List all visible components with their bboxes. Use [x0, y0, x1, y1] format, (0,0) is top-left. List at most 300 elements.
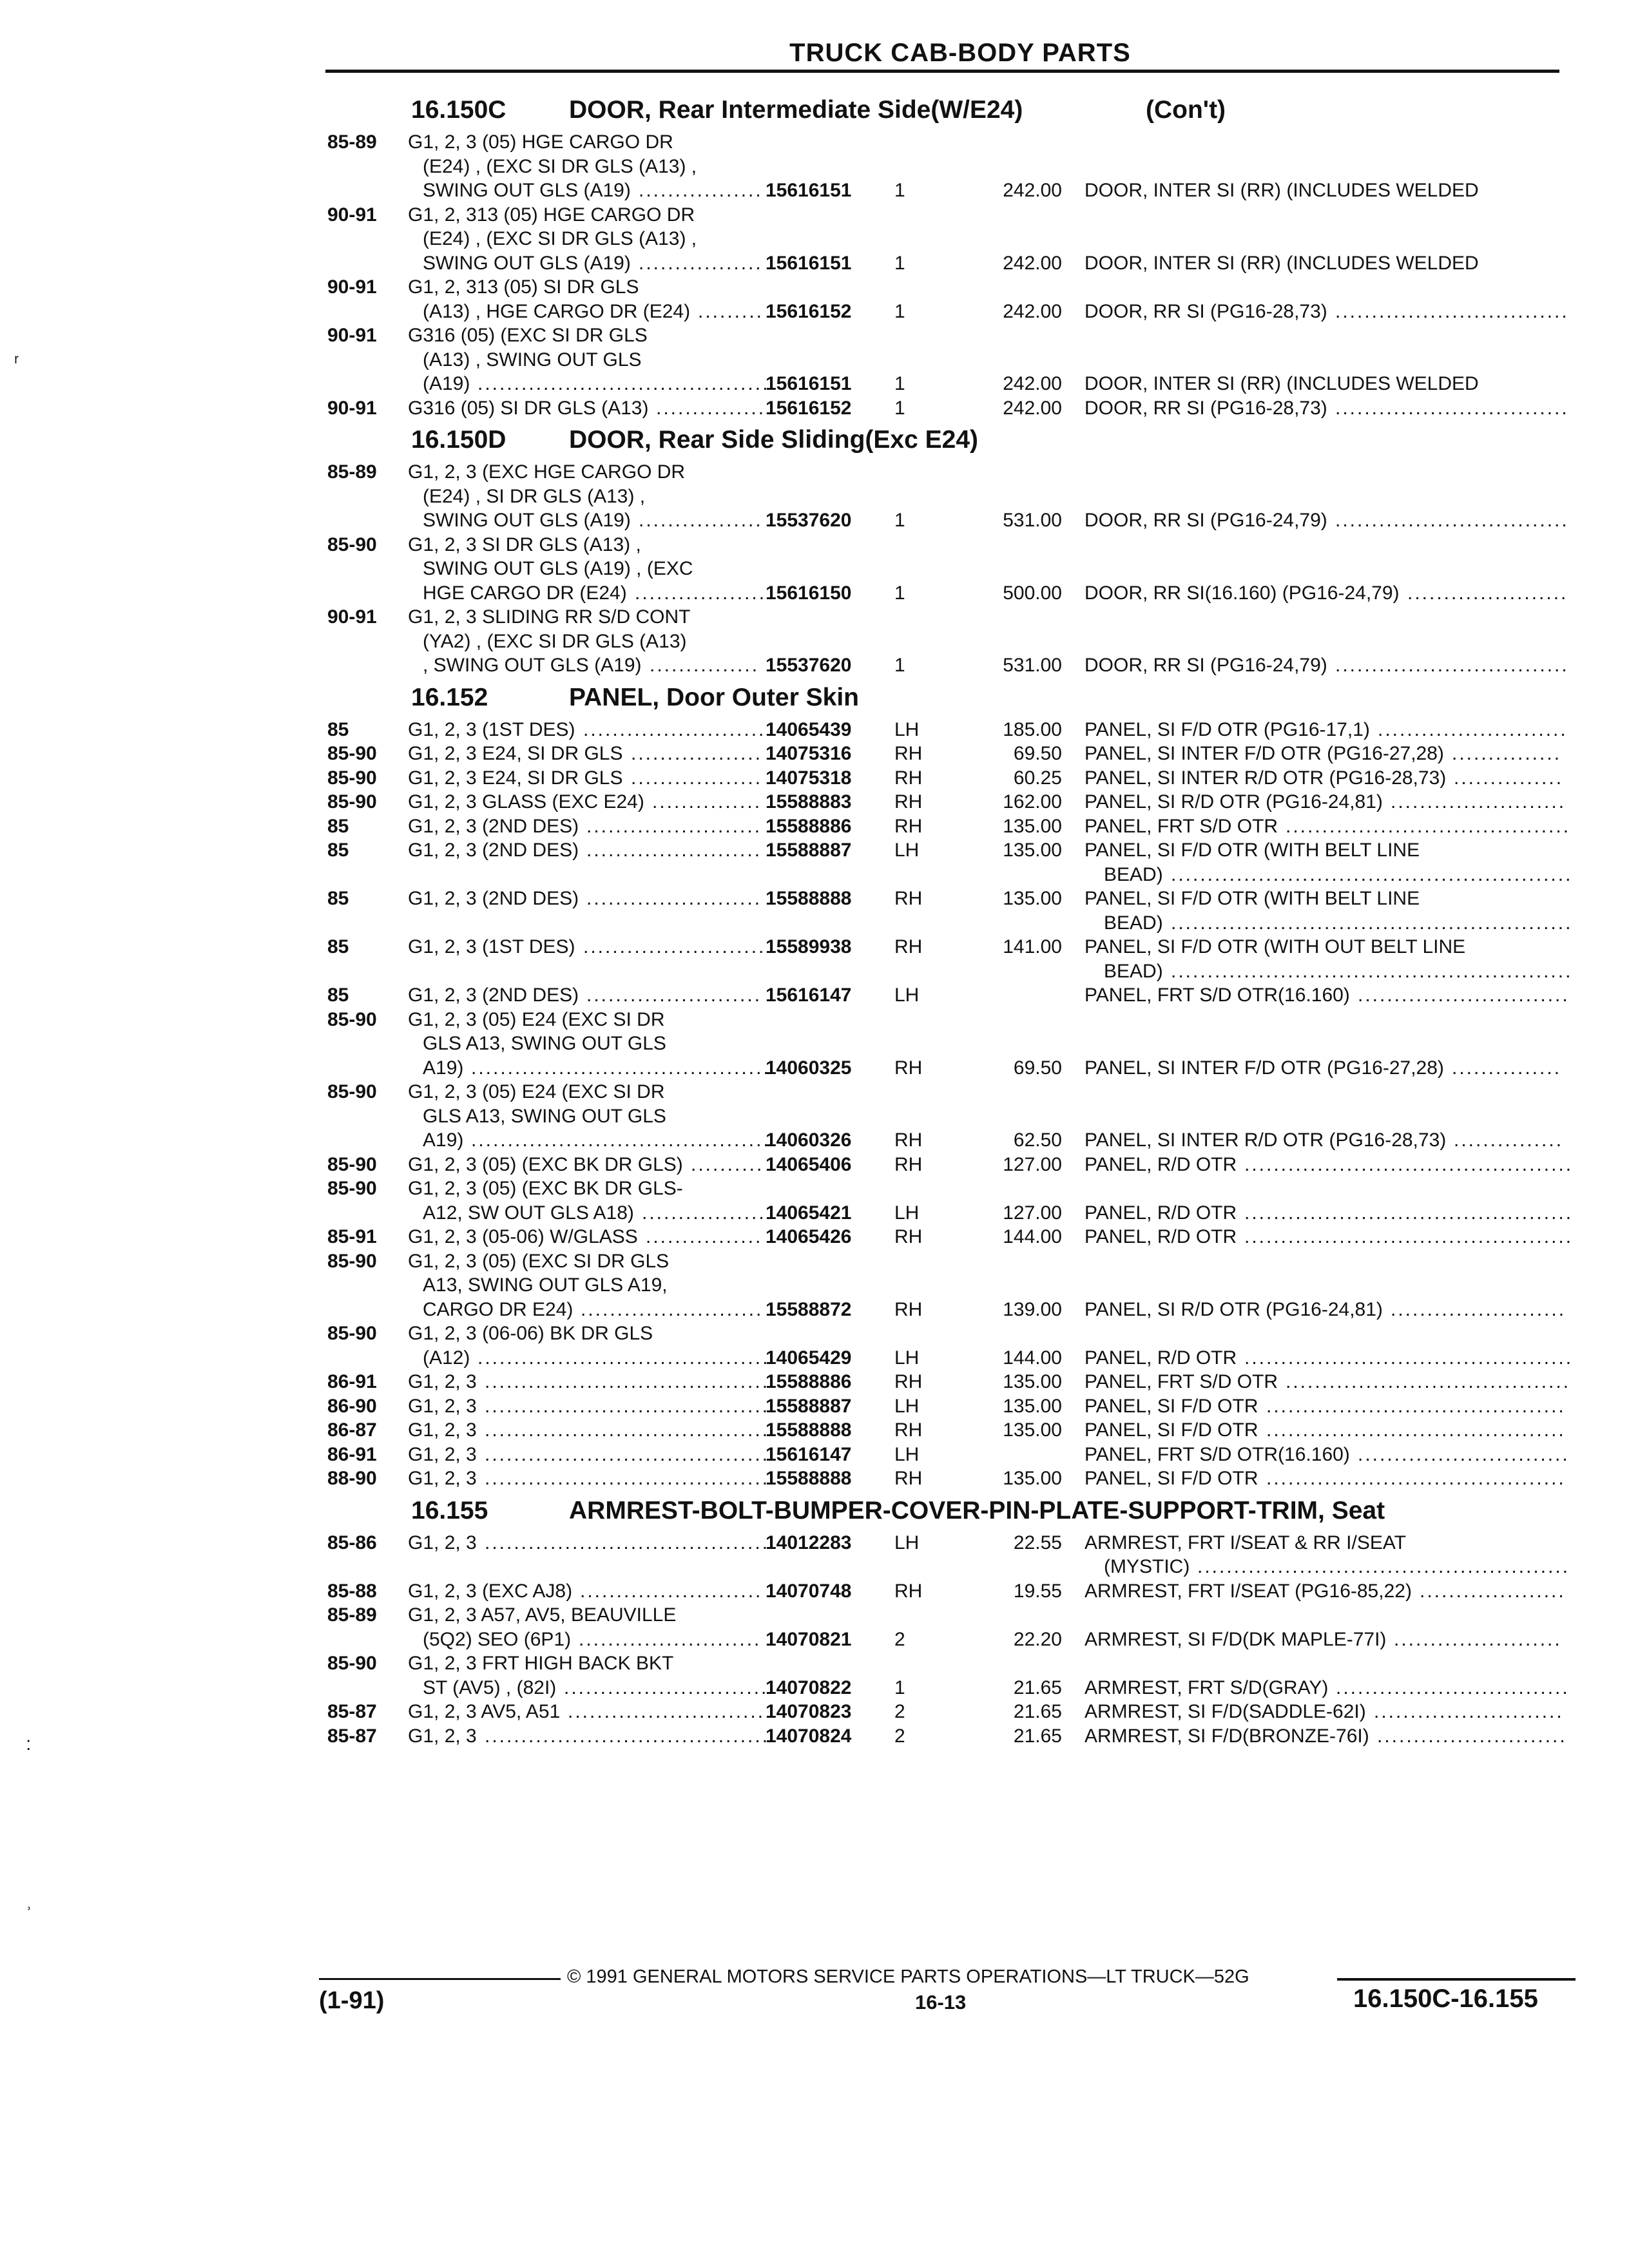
footer-section-range: 16.150C-16.155	[1353, 1984, 1538, 2013]
description-text: BEAD)	[1104, 863, 1163, 885]
part-number: 14060326	[766, 1129, 852, 1151]
quantity: RH	[894, 888, 923, 909]
application-text: G1, 2, 3 (05) HGE CARGO DR	[408, 131, 673, 153]
description-text: DOOR, INTER SI (RR) (INCLUDES WELDED	[1084, 252, 1479, 274]
description-text: PANEL, R/D OTR	[1084, 1347, 1237, 1369]
price: 69.50	[1013, 1057, 1062, 1079]
entry-line	[327, 742, 1562, 766]
description-text: PANEL, SI INTER R/D OTR (PG16-28,73)	[1084, 1129, 1447, 1151]
entry-line	[327, 1032, 1559, 1056]
entry-line	[327, 508, 1569, 533]
description-text: PANEL, SI F/D OTR	[1084, 1395, 1258, 1417]
dot-leader: ................	[646, 1226, 763, 1247]
quantity: LH	[894, 1532, 920, 1553]
dot-leader: .........................	[583, 936, 766, 957]
application-text: G1, 2, 3 (05) (EXC BK DR GLS)	[408, 1153, 683, 1175]
entry-line	[327, 814, 1571, 839]
description-text: PANEL, SI INTER F/D OTR (PG16-27,28)	[1084, 743, 1444, 764]
quantity: LH	[894, 1443, 920, 1465]
entry-line	[327, 1201, 1574, 1225]
price: 242.00	[1003, 252, 1062, 274]
quantity: RH	[894, 1419, 923, 1441]
entry-line	[327, 1298, 1566, 1322]
section-number: 16.150D	[411, 426, 506, 454]
quantity: 1	[894, 397, 905, 419]
application-text: G1, 2, 3	[408, 1725, 477, 1747]
price: 19.55	[1013, 1580, 1062, 1602]
description-text: ARMREST, SI F/D(SADDLE-62I)	[1084, 1701, 1366, 1722]
parts-entry	[327, 838, 1573, 887]
price: 162.00	[1003, 791, 1062, 812]
description-text: PANEL, SI INTER F/D OTR (PG16-27,28)	[1084, 1057, 1444, 1079]
dot-leader: .........................................	[1266, 1395, 1566, 1417]
part-number: 15588872	[766, 1298, 852, 1320]
application-text: G1, 2, 3 (05) E24 (EXC SI DR	[408, 1008, 665, 1030]
description-text: BEAD)	[1104, 912, 1163, 934]
model-years: 85-90	[327, 1323, 377, 1344]
application-text: G1, 2, 3 (05) (EXC BK DR GLS-	[408, 1178, 683, 1199]
parts-entry	[327, 275, 1569, 323]
price: 242.00	[1003, 300, 1062, 322]
parts-entry	[327, 718, 1568, 742]
parts-entry	[327, 1249, 1566, 1322]
entry-line	[327, 1555, 1570, 1579]
dot-leader: .........................................	[471, 1057, 771, 1079]
dot-leader: .......................................	[485, 1532, 770, 1553]
dot-leader: .................	[639, 510, 763, 531]
entry-line	[327, 1008, 1559, 1032]
entry-line	[327, 1579, 1566, 1604]
footer-page-number: 16-13	[915, 1991, 967, 2013]
quantity: RH	[894, 1298, 923, 1320]
description-text: ARMREST, FRT I/SEAT & RR I/SEAT	[1084, 1532, 1406, 1553]
quantity: 2	[894, 1701, 905, 1722]
price: 242.00	[1003, 373, 1062, 394]
application-text: G1, 2, 3 (2ND DES)	[408, 840, 579, 861]
dot-leader: ........................	[1391, 1298, 1566, 1320]
price: 69.50	[1013, 743, 1062, 764]
dot-leader: ..................	[631, 767, 763, 789]
quantity: 2	[894, 1628, 905, 1650]
model-years: 85-91	[327, 1226, 377, 1247]
entry-line	[327, 935, 1559, 959]
part-number: 14060325	[766, 1057, 852, 1079]
price: 135.00	[1003, 1371, 1062, 1392]
quantity: RH	[894, 936, 923, 957]
application-text: G1, 2, 3 (2ND DES)	[408, 985, 579, 1006]
dot-leader: ............................	[564, 1677, 769, 1698]
part-number: 15588886	[766, 1371, 852, 1392]
description-text: PANEL, SI R/D OTR (PG16-24,81)	[1084, 791, 1383, 812]
price: 60.25	[1013, 767, 1062, 789]
description-text: PANEL, SI F/D OTR	[1084, 1419, 1258, 1441]
application-text: G1, 2, 313 (05) SI DR GLS	[408, 276, 639, 298]
entry-line	[327, 372, 1559, 396]
description-text: DOOR, RR SI (PG16-28,73)	[1084, 300, 1327, 322]
dot-leader: ...............	[656, 397, 766, 419]
model-years: 85	[327, 985, 349, 1006]
margin-mark: ʾ	[26, 1904, 32, 1925]
application-text: (E24) , (EXC SI DR GLS (A13) ,	[423, 155, 697, 177]
description-text: PANEL, SI INTER R/D OTR (PG16-28,73)	[1084, 767, 1447, 789]
dot-leader: .......................................	[485, 1395, 770, 1417]
model-years: 86-91	[327, 1443, 377, 1465]
model-years: 85-89	[327, 1604, 377, 1626]
price: 62.50	[1013, 1129, 1062, 1151]
dot-leader: ..................	[631, 743, 763, 764]
dot-leader: ....................	[1420, 1580, 1566, 1602]
description-text: PANEL, SI F/D OTR	[1084, 1468, 1258, 1489]
parts-entry	[327, 1177, 1574, 1225]
part-number: 14075316	[766, 743, 852, 764]
part-number: 15588886	[766, 815, 852, 837]
description-text: PANEL, FRT S/D OTR	[1084, 1371, 1278, 1392]
application-text: (E24) , SI DR GLS (A13) ,	[423, 485, 646, 507]
quantity: 1	[894, 582, 905, 604]
description-text: PANEL, FRT S/D OTR	[1084, 815, 1278, 837]
description-text: PANEL, SI F/D OTR (PG16-17,1)	[1084, 718, 1370, 740]
dot-leader: .................	[639, 180, 763, 201]
entry-line	[327, 485, 1559, 509]
model-years: 90-91	[327, 606, 377, 628]
dot-leader: ........................................	[477, 373, 770, 394]
quantity: LH	[894, 985, 920, 1006]
application-text: G1, 2, 3 (06-06) BK DR GLS	[408, 1323, 653, 1344]
part-number: 15537620	[766, 655, 852, 676]
application-text: (A13) , SWING OUT GLS	[423, 349, 642, 370]
part-number: 14075318	[766, 767, 852, 789]
parts-entry	[327, 1225, 1574, 1249]
section-name: PANEL, Door Outer Skin	[569, 683, 859, 711]
entry-line	[327, 396, 1569, 421]
model-years: 85-89	[327, 461, 377, 483]
dot-leader: .......................................................	[1171, 960, 1573, 982]
price: 127.00	[1003, 1202, 1062, 1224]
section-name: DOOR, Rear Intermediate Side(W/E24)	[569, 96, 1023, 124]
part-number: 15588888	[766, 1419, 852, 1441]
dot-leader: .........	[698, 300, 764, 322]
price: 242.00	[1003, 180, 1062, 201]
quantity: 1	[894, 1677, 905, 1698]
dot-leader: ...............	[1454, 1129, 1564, 1151]
price: 135.00	[1003, 888, 1062, 909]
quantity: RH	[894, 1468, 923, 1489]
part-number: 14070821	[766, 1628, 852, 1650]
application-text: G1, 2, 3 (1ST DES)	[408, 718, 575, 740]
entry-line	[327, 863, 1573, 887]
parts-entry	[327, 396, 1569, 421]
application-text: GLS A13, SWING OUT GLS	[423, 1033, 666, 1054]
parts-entry	[327, 1008, 1562, 1081]
price: 144.00	[1003, 1226, 1062, 1247]
application-text: G1, 2, 3 (05) E24 (EXC SI DR	[408, 1081, 665, 1102]
part-number: 14065421	[766, 1202, 852, 1224]
description-text: DOOR, RR SI (PG16-24,79)	[1084, 655, 1327, 676]
part-number: 15588887	[766, 840, 852, 861]
price: 242.00	[1003, 397, 1062, 419]
entry-line	[327, 323, 1559, 348]
price: 135.00	[1003, 815, 1062, 837]
dot-leader: .......................	[1394, 1628, 1562, 1650]
entry-line	[327, 1466, 1566, 1491]
application-text: G1, 2, 3 (2ND DES)	[408, 815, 579, 837]
model-years: 85-90	[327, 1250, 377, 1272]
dot-leader: .......................................	[485, 1725, 770, 1747]
description-text: DOOR, RR SI(16.160) (PG16-24,79)	[1084, 582, 1400, 604]
part-number: 14070748	[766, 1580, 852, 1602]
application-text: G1, 2, 313 (05) HGE CARGO DR	[408, 204, 695, 226]
margin-mark: ʳ	[14, 351, 19, 372]
dot-leader: ........................	[1391, 791, 1566, 812]
description-text: PANEL, FRT S/D OTR(16.160)	[1084, 1443, 1350, 1465]
dot-leader: .........................................	[1266, 1419, 1566, 1441]
application-text: G1, 2, 3 AV5, A51	[408, 1701, 561, 1722]
application-text: SWING OUT GLS (A19)	[423, 510, 631, 531]
quantity: LH	[894, 1347, 920, 1369]
part-number: 15616147	[766, 1443, 852, 1465]
part-number: 15589938	[766, 936, 852, 957]
quantity: LH	[894, 718, 920, 740]
price: 135.00	[1003, 840, 1062, 861]
dot-leader: .............................................	[1244, 1226, 1574, 1247]
price: 500.00	[1003, 582, 1062, 604]
application-text: A12, SW OUT GLS A18)	[423, 1202, 634, 1224]
part-number: 14070822	[766, 1677, 852, 1698]
description-text: ARMREST, SI F/D(DK MAPLE-77I)	[1084, 1628, 1387, 1650]
application-text: G316 (05) SI DR GLS (A13)	[408, 397, 649, 419]
part-number: 14065426	[766, 1226, 852, 1247]
entry-line	[327, 300, 1569, 324]
entry-line	[327, 1056, 1562, 1081]
footer-date: (1-91)	[319, 1987, 385, 2014]
dot-leader: .......................................................	[1171, 912, 1573, 934]
dot-leader: .........................................	[471, 1129, 771, 1151]
part-number: 14070824	[766, 1725, 852, 1747]
entry-line	[327, 1346, 1574, 1370]
dot-leader: .............................................	[1244, 1202, 1574, 1224]
model-years: 85-90	[327, 1081, 377, 1102]
application-text: G1, 2, 3 A57, AV5, BEAUVILLE	[408, 1604, 677, 1626]
section-number: 16.155	[411, 1496, 488, 1524]
model-years: 86-91	[327, 1371, 377, 1392]
entry-line	[327, 1700, 1564, 1724]
model-years: 85-87	[327, 1701, 377, 1722]
section-name: ARMREST-BOLT-BUMPER-COVER-PIN-PLATE-SUPPORT-TRIM, Seat	[569, 1496, 1385, 1524]
dot-leader: .............................................	[1244, 1153, 1574, 1175]
entry-line	[327, 1603, 1559, 1628]
application-text: A19)	[423, 1129, 464, 1151]
parts-entry	[327, 1651, 1570, 1700]
entry-line	[327, 653, 1569, 678]
application-text: (A19)	[423, 373, 470, 394]
entry-line	[327, 629, 1559, 654]
part-number: 15588888	[766, 888, 852, 909]
dot-leader: ..........................	[1378, 718, 1568, 740]
price: 144.00	[1003, 1347, 1062, 1369]
description-text: DOOR, RR SI (PG16-28,73)	[1084, 397, 1327, 419]
entry-line	[327, 130, 1559, 155]
entry-line	[327, 1724, 1567, 1749]
application-text: (E24) , (EXC SI DR GLS (A13) ,	[423, 228, 697, 249]
description-text: DOOR, INTER SI (RR) (INCLUDES WELDED	[1084, 180, 1479, 201]
entry-line	[327, 1225, 1574, 1249]
description-text: PANEL, R/D OTR	[1084, 1226, 1237, 1247]
entry-line	[327, 1128, 1564, 1153]
dot-leader: ...............	[1454, 767, 1564, 789]
description-text: PANEL, R/D OTR	[1084, 1202, 1237, 1224]
quantity: RH	[894, 1371, 923, 1392]
parts-entry	[327, 742, 1562, 766]
application-text: , SWING OUT GLS (A19)	[423, 655, 642, 676]
entry-line	[327, 887, 1559, 911]
section-number: 16.152	[411, 683, 488, 711]
dot-leader: .........................	[580, 1580, 763, 1602]
price: 135.00	[1003, 1468, 1062, 1489]
application-text: G1, 2, 3 GLASS (EXC E24)	[408, 791, 644, 812]
description-text: PANEL, FRT S/D OTR(16.160)	[1084, 985, 1350, 1006]
dot-leader: ........................	[586, 815, 762, 837]
footer-copyright: © 1991 GENERAL MOTORS SERVICE PARTS OPERATIONS—LT TRUCK—52G	[567, 1966, 1249, 1987]
dot-leader: ...........................	[568, 1701, 766, 1722]
description-text: PANEL, SI F/D OTR (WITH BELT LINE	[1084, 888, 1420, 909]
parts-entry	[327, 1080, 1564, 1153]
quantity: 1	[894, 300, 905, 322]
entry-line	[327, 460, 1559, 485]
model-years: 85-90	[327, 1008, 377, 1030]
application-text: G1, 2, 3	[408, 1443, 477, 1465]
price: 21.65	[1013, 1677, 1062, 1698]
part-number: 15588888	[766, 1468, 852, 1489]
description-text: PANEL, R/D OTR	[1084, 1153, 1237, 1175]
parts-entry	[327, 790, 1566, 814]
entry-line	[327, 838, 1559, 863]
part-number: 15616151	[766, 252, 852, 274]
model-years: 85-90	[327, 1178, 377, 1199]
model-years: 90-91	[327, 325, 377, 346]
parts-entry	[327, 1321, 1574, 1370]
dot-leader: ...............	[1452, 1057, 1562, 1079]
dot-leader: .............................................	[1244, 1347, 1574, 1369]
model-years: 86-90	[327, 1395, 377, 1417]
parts-entry	[327, 1724, 1567, 1749]
dot-leader: .......................................	[485, 1443, 770, 1465]
parts-entry	[327, 460, 1569, 533]
entry-line	[327, 251, 1559, 276]
description-text: PANEL, SI F/D OTR (WITH OUT BELT LINE	[1084, 936, 1466, 957]
dot-leader: ................................	[1335, 510, 1569, 531]
header-rule	[325, 70, 1559, 73]
application-text: (YA2) , (EXC SI DR GLS (A13)	[423, 630, 687, 652]
dot-leader: .......................................	[1286, 1371, 1571, 1392]
application-text: G1, 2, 3 (05-06) W/GLASS	[408, 1226, 638, 1247]
quantity: RH	[894, 1153, 923, 1175]
quantity: LH	[894, 1202, 920, 1224]
dot-leader: .......................................	[485, 1419, 770, 1441]
description-text: ARMREST, FRT S/D(GRAY)	[1084, 1677, 1329, 1698]
entry-line	[327, 1531, 1559, 1555]
model-years: 85	[327, 936, 349, 957]
price: 135.00	[1003, 1395, 1062, 1417]
part-number: 15616147	[766, 985, 852, 1006]
entry-line	[327, 1676, 1570, 1700]
entry-line	[327, 227, 1559, 251]
entry-line	[327, 1443, 1570, 1467]
price: 135.00	[1003, 1419, 1062, 1441]
application-text: G1, 2, 3 (EXC AJ8)	[408, 1580, 573, 1602]
dot-leader: ..........	[691, 1153, 764, 1175]
quantity: RH	[894, 1129, 923, 1151]
quantity: 1	[894, 373, 905, 394]
part-number: 14065406	[766, 1153, 852, 1175]
parts-entry	[327, 1603, 1562, 1651]
parts-entry	[327, 1700, 1564, 1724]
section-heading	[327, 420, 1559, 460]
quantity: RH	[894, 743, 923, 764]
application-text: G1, 2, 3 SI DR GLS (A13) ,	[408, 533, 641, 555]
model-years: 85-90	[327, 533, 377, 555]
application-text: G1, 2, 3	[408, 1468, 477, 1489]
parts-entry	[327, 766, 1564, 791]
model-years: 85-90	[327, 1653, 377, 1674]
quantity: RH	[894, 767, 923, 789]
entry-line	[327, 1321, 1559, 1346]
entry-line	[327, 557, 1559, 581]
price: 531.00	[1003, 655, 1062, 676]
part-number: 15616151	[766, 180, 852, 201]
application-text: G1, 2, 3	[408, 1419, 477, 1441]
entry-line	[327, 275, 1559, 300]
entry-line	[327, 1080, 1559, 1104]
description-text: ARMREST, FRT I/SEAT (PG16-85,22)	[1084, 1580, 1412, 1602]
description-text: DOOR, RR SI (PG16-24,79)	[1084, 510, 1327, 531]
description-text: PANEL, SI R/D OTR (PG16-24,81)	[1084, 1298, 1383, 1320]
entry-line	[327, 1249, 1559, 1274]
part-number: 15616152	[766, 300, 852, 322]
description-text: BEAD)	[1104, 960, 1163, 982]
dot-leader: ................................	[1336, 1677, 1570, 1698]
model-years: 85-90	[327, 743, 377, 764]
section-number: 16.150C	[411, 96, 506, 124]
parts-entry	[327, 887, 1573, 935]
dot-leader: .......................................	[485, 1468, 770, 1489]
entry-line	[327, 1418, 1566, 1443]
entry-line	[327, 766, 1564, 791]
model-years: 85-88	[327, 1580, 377, 1602]
price: 127.00	[1003, 1153, 1062, 1175]
part-number: 14012283	[766, 1532, 852, 1553]
application-text: (A13) , HGE CARGO DR (E24)	[423, 300, 691, 322]
dot-leader: ......................	[1407, 582, 1568, 604]
entry-line	[327, 178, 1559, 203]
application-text: HGE CARGO DR (E24)	[423, 582, 627, 604]
footer-rule	[1337, 1978, 1576, 1981]
dot-leader: ..........................	[1374, 1701, 1564, 1722]
page-header-title: TRUCK CAB-BODY PARTS	[789, 39, 1131, 67]
model-years: 85	[327, 840, 349, 861]
parts-entry	[327, 130, 1559, 203]
part-number: 14065429	[766, 1347, 852, 1369]
dot-leader: ...................................................	[1197, 1556, 1570, 1577]
quantity: 1	[894, 180, 905, 201]
application-text: G1, 2, 3	[408, 1371, 477, 1392]
application-text: (A12)	[423, 1347, 470, 1369]
footer-rule	[319, 1978, 561, 1980]
section-name: DOOR, Rear Side Sliding(Exc E24)	[569, 426, 979, 454]
model-years: 85-90	[327, 1153, 377, 1175]
entry-line	[327, 1273, 1559, 1298]
section-heading	[327, 678, 1559, 718]
model-years: 86-87	[327, 1419, 377, 1441]
